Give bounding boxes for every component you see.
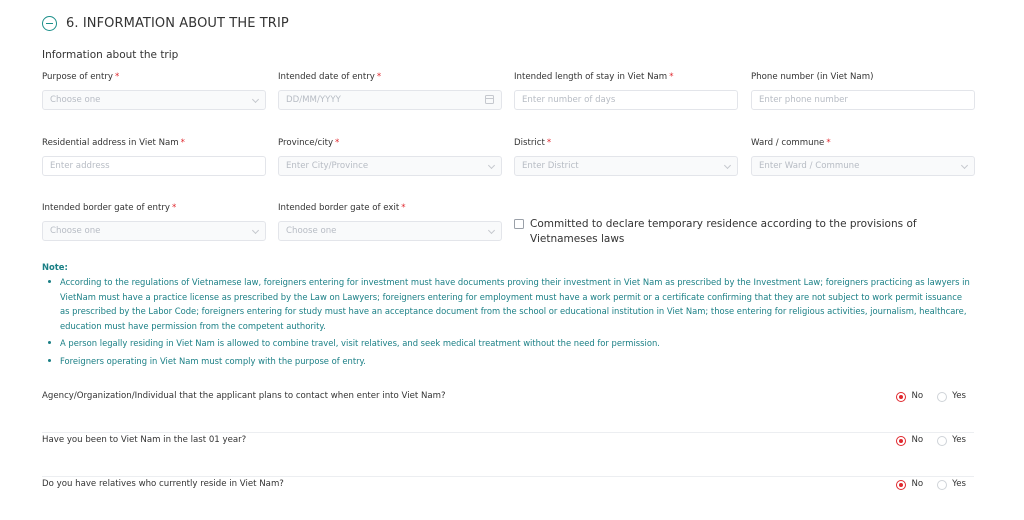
question-options (882, 433, 966, 448)
chevron-down-icon (252, 96, 259, 103)
phone-label: Phone number (in Viet Nam) (751, 72, 874, 82)
required-mark: * (376, 72, 382, 82)
option-yes[interactable] (937, 477, 966, 492)
phone-input[interactable] (751, 90, 975, 110)
required-mark: * (669, 72, 674, 82)
address-input[interactable] (42, 156, 266, 176)
commit-checkbox[interactable] (514, 219, 524, 229)
question-text: Have you been to Viet Nam in the last 01 year? (42, 435, 247, 445)
radio-yes[interactable] (937, 436, 947, 446)
required-mark: * (114, 72, 120, 82)
question-row-contact-agency (42, 389, 974, 433)
stay-length-label: Intended length of stay in Viet Nam (514, 72, 668, 82)
required-mark: * (401, 203, 406, 213)
province-label: Province/city (278, 138, 334, 148)
calendar-icon[interactable] (485, 95, 494, 104)
chevron-down-icon (488, 162, 495, 169)
collapse-circle-minus-icon[interactable] (42, 16, 57, 31)
address-placeholder: Enter address (50, 161, 110, 171)
address-label: Residential address in Viet Nam (42, 138, 179, 148)
gate-entry-placeholder: Choose one (50, 226, 101, 236)
purpose-of-entry-label: Purpose of entry (42, 72, 113, 82)
subsection-title: Information about the trip (42, 49, 179, 61)
note-block (42, 262, 972, 372)
required-mark: * (335, 138, 340, 148)
entry-date-input[interactable] (278, 90, 502, 110)
chevron-down-icon (488, 227, 495, 234)
stay-length-input[interactable] (514, 90, 738, 110)
commit-text: Committed to declare temporary residence according to the provisions of Vietnameses laws (530, 218, 917, 245)
required-mark: * (826, 138, 831, 148)
gate-entry-field (42, 201, 266, 241)
option-yes[interactable] (937, 389, 966, 404)
gate-exit-label: Intended border gate of exit (278, 203, 400, 213)
question-text: Agency/Organization/Individual that the applicant plans to contact when enter into Viet Nam? (42, 391, 446, 401)
section-header[interactable] (42, 16, 289, 31)
province-select[interactable] (278, 156, 502, 176)
gate-entry-label: Intended border gate of entry (42, 203, 170, 213)
question-text: Do you have relatives who currently reside in Viet Nam? (42, 479, 284, 489)
gate-exit-select[interactable] (278, 221, 502, 241)
radio-no[interactable] (896, 436, 906, 446)
question-options (882, 477, 966, 492)
question-options (882, 389, 966, 404)
section-title: 6. INFORMATION ABOUT THE TRIP (66, 16, 289, 31)
chevron-down-icon (252, 227, 259, 234)
gate-exit-field (278, 201, 502, 241)
note-list (42, 275, 972, 369)
option-no-label: No (911, 391, 924, 401)
option-yes-label: Yes (952, 391, 966, 401)
entry-date-placeholder: DD/MM/YYYY (286, 95, 341, 105)
gate-exit-placeholder: Choose one (286, 226, 337, 236)
option-no[interactable] (896, 433, 923, 448)
radio-no[interactable] (896, 392, 906, 402)
ward-label: Ward / commune (751, 138, 825, 148)
note-item: A person legally residing in Viet Nam is allowed to combine travel, visit relatives, and seek medical treatment without the need for permission. (42, 336, 972, 351)
question-row-relatives (42, 477, 974, 520)
purpose-of-entry-select[interactable] (42, 90, 266, 110)
option-no-label: No (911, 479, 924, 489)
entry-date-label: Intended date of entry (278, 72, 375, 82)
note-title: Note: (42, 262, 68, 272)
ward-placeholder: Enter Ward / Commune (759, 161, 860, 171)
chevron-down-icon (961, 162, 968, 169)
option-yes-label: Yes (952, 435, 966, 445)
entry-date-field (278, 70, 502, 110)
option-no[interactable] (896, 389, 923, 404)
district-label: District (514, 138, 545, 148)
option-yes[interactable] (937, 433, 966, 448)
province-placeholder: Enter City/Province (286, 161, 369, 171)
phone-placeholder: Enter phone number (759, 95, 848, 105)
required-mark: * (180, 138, 185, 148)
ward-field (751, 136, 975, 176)
chevron-down-icon (724, 162, 731, 169)
address-field (42, 136, 266, 176)
radio-yes[interactable] (937, 392, 947, 402)
option-no-label: No (911, 435, 924, 445)
required-mark: * (546, 138, 552, 148)
required-mark: * (171, 203, 177, 213)
gate-entry-select[interactable] (42, 221, 266, 241)
purpose-of-entry-placeholder: Choose one (50, 95, 101, 105)
option-yes-label: Yes (952, 479, 966, 489)
stay-length-placeholder: Enter number of days (522, 95, 616, 105)
phone-field (751, 70, 975, 110)
option-no[interactable] (896, 477, 923, 492)
ward-select[interactable] (751, 156, 975, 176)
district-field (514, 136, 738, 176)
note-item: According to the regulations of Vietnamese law, foreigners entering for investment must have documents proving their investment in Viet Nam as prescribed by the Investment Law; foreigners practicing as lawyers in VietNam must have a practice license as prescribed by the Law on Lawyers; foreigners entering for employment must have a work permit or a certificate confirming that they are not subject to work permit issuance as prescribed by the Labor Code; foreigners entering for study must have an acceptance document from the school or educational institution in Viet Nam; those entering for religious activities, journalism, healthcare, education must have permission from the competent authority. (42, 275, 972, 333)
purpose-of-entry-field (42, 70, 266, 110)
province-field (278, 136, 502, 176)
stay-length-field (514, 70, 738, 110)
district-select[interactable] (514, 156, 738, 176)
question-row-been-to-vietnam (42, 433, 974, 477)
district-placeholder: Enter District (522, 161, 579, 171)
note-item: Foreigners operating in Viet Nam must comply with the purpose of entry. (42, 354, 972, 369)
radio-no[interactable] (896, 480, 906, 490)
radio-yes[interactable] (937, 480, 947, 490)
commit-residence-declaration[interactable] (514, 217, 964, 247)
